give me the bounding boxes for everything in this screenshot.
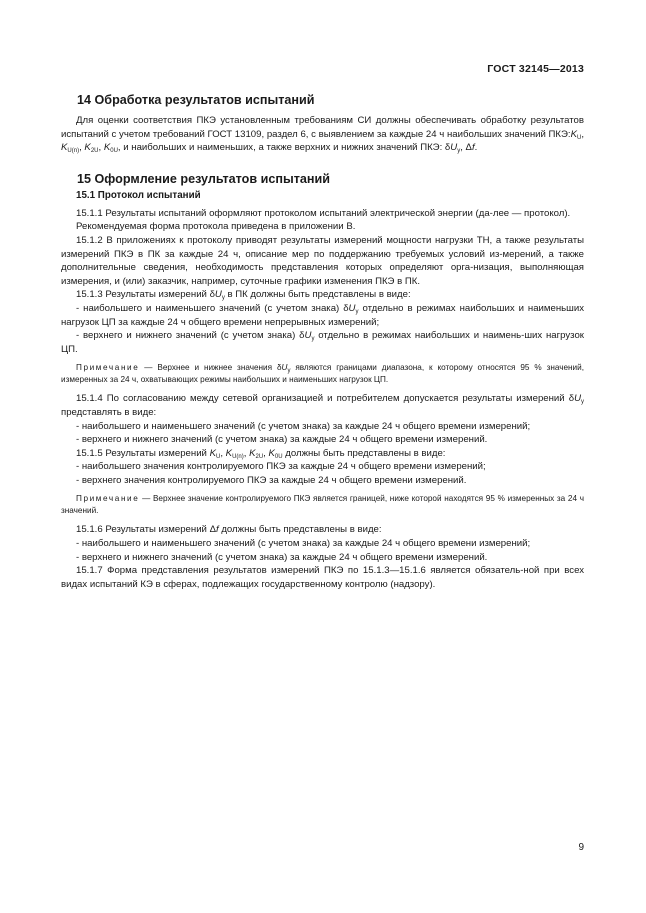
paragraph-15-1-3: 15.1.3 Результаты измерений $\delta U_y$ в ПК должны быть представлены в виде:: [76, 289, 411, 302]
paragraph-15-1-2: 15.1.2 В приложениях к протоколу приводят результаты измерений мощности нагрузки ТН, а также результаты измерений ПКЭ в ПК за каждые 24 ч, описание мер по поддержанию требуемых условий из-мерений, а также дополнительные сведения, необходимость представления которых определяют орга-низация, выполняющая измерения, и (или) заказчик, например, суточные графики изменения ПКЭ в ПК.: [61, 234, 584, 287]
paragraph-15-1-6: 15.1.6 Результаты измерений Δf должны быть представлены в виде:: [76, 524, 382, 536]
section-14-paragraph: Для оценки соответствия ПКЭ установленным требованиям СИ должны обеспечивать обработку результатов испытаний с учетом требований ГОСТ 13109, раздел 6, с выявлением за каждые 24 ч наибольших значений $ПКЭ:K_U$, $K_{U(n)}$, $K_{2U}$, $K_{0U}$, и наибольших и наименьших, а также верхних и нижних значений ПКЭ: $\delta U_y$, Δf.: [61, 115, 584, 155]
note-2: Примечание — Верхнее значение контролируемого ПКЭ является границей, ниже которой находятся 95 % измеренных за 24 ч значений.: [61, 494, 584, 516]
paragraph-15-1-7: 15.1.7 Форма представления результатов измерений ПКЭ по 15.1.3—15.1.6 является обязатель-ной при всех видах испытаний КЭ в сферах, подлежащих государственному контролю (надзору).: [61, 565, 584, 590]
page-number: 9: [578, 842, 584, 853]
paragraph-recommend: Рекомендуемая форма протокола приведена в приложении В.: [76, 221, 356, 233]
list-item: - верхнего и нижнего значений (с учетом знака) за каждые 24 ч общего времени измерений.: [76, 434, 488, 446]
list-item: - верхнего значения контролируемого ПКЭ за каждые 24 ч общего времени измерений.: [76, 474, 467, 486]
list-item: - верхнего и нижнего значений (с учетом знака) за каждые 24 ч общего времени измерений.: [76, 551, 488, 563]
list-item: - наибольшего и наименьшего значений (с учетом знака) $\delta U_y$ отдельно в режимах наибольших и наименьших нагрузок ЦП за каждые 24 ч общего времени непрерывных измерений;: [61, 302, 584, 328]
list-item: - наибольшего значения контролируемого ПКЭ за каждые 24 ч общего времени измерений;: [76, 461, 486, 473]
page-body: [61, 92, 584, 591]
list-item: - наибольшего и наименьшего значений (с учетом знака) за каждые 24 ч общего времени измерений;: [76, 420, 531, 432]
paragraph-15-1-4: 15.1.4 По согласованию между сетевой организацией и потребителем допускается результаты измерений $\delta U_y$ представлять в виде:: [61, 393, 584, 418]
subsection-15-1-title: 15.1 Протокол испытаний: [76, 189, 201, 201]
paragraph-15-1-5: 15.1.5 Результаты измерений $K_U$, $K_{U(n)}$, $K_{2U}$, $K_{0U}$ должны быть представлены в виде:: [76, 447, 446, 460]
list-item: - верхнего и нижнего значений (с учетом знака) $\delta U_y$ отдельно в режимах наибольших и наимень-ших нагрузок ЦП.: [61, 330, 584, 355]
list-item: - наибольшего и наименьшего значений (с учетом знака) за каждые 24 ч общего времени измерений;: [76, 538, 531, 550]
paragraph-15-1-1: 15.1.1 Результаты испытаний оформляют протоколом испытаний электрической энергии (да-лее — протокол).: [76, 207, 571, 219]
section-14-title: 14 Обработка результатов испытаний: [77, 93, 315, 107]
document-code: ГОСТ 32145—2013: [487, 63, 584, 75]
note-1: Примечание — Верхнее и нижнее значения $\delta U_y$ являются границами диапазона, к которому относятся 95 % значений, измеренных за 24 ч, охватывающих режимы наибольших и наименьших нагрузок ЦП.: [61, 363, 584, 385]
section-15-title: 15 Оформление результатов испытаний: [77, 171, 330, 186]
